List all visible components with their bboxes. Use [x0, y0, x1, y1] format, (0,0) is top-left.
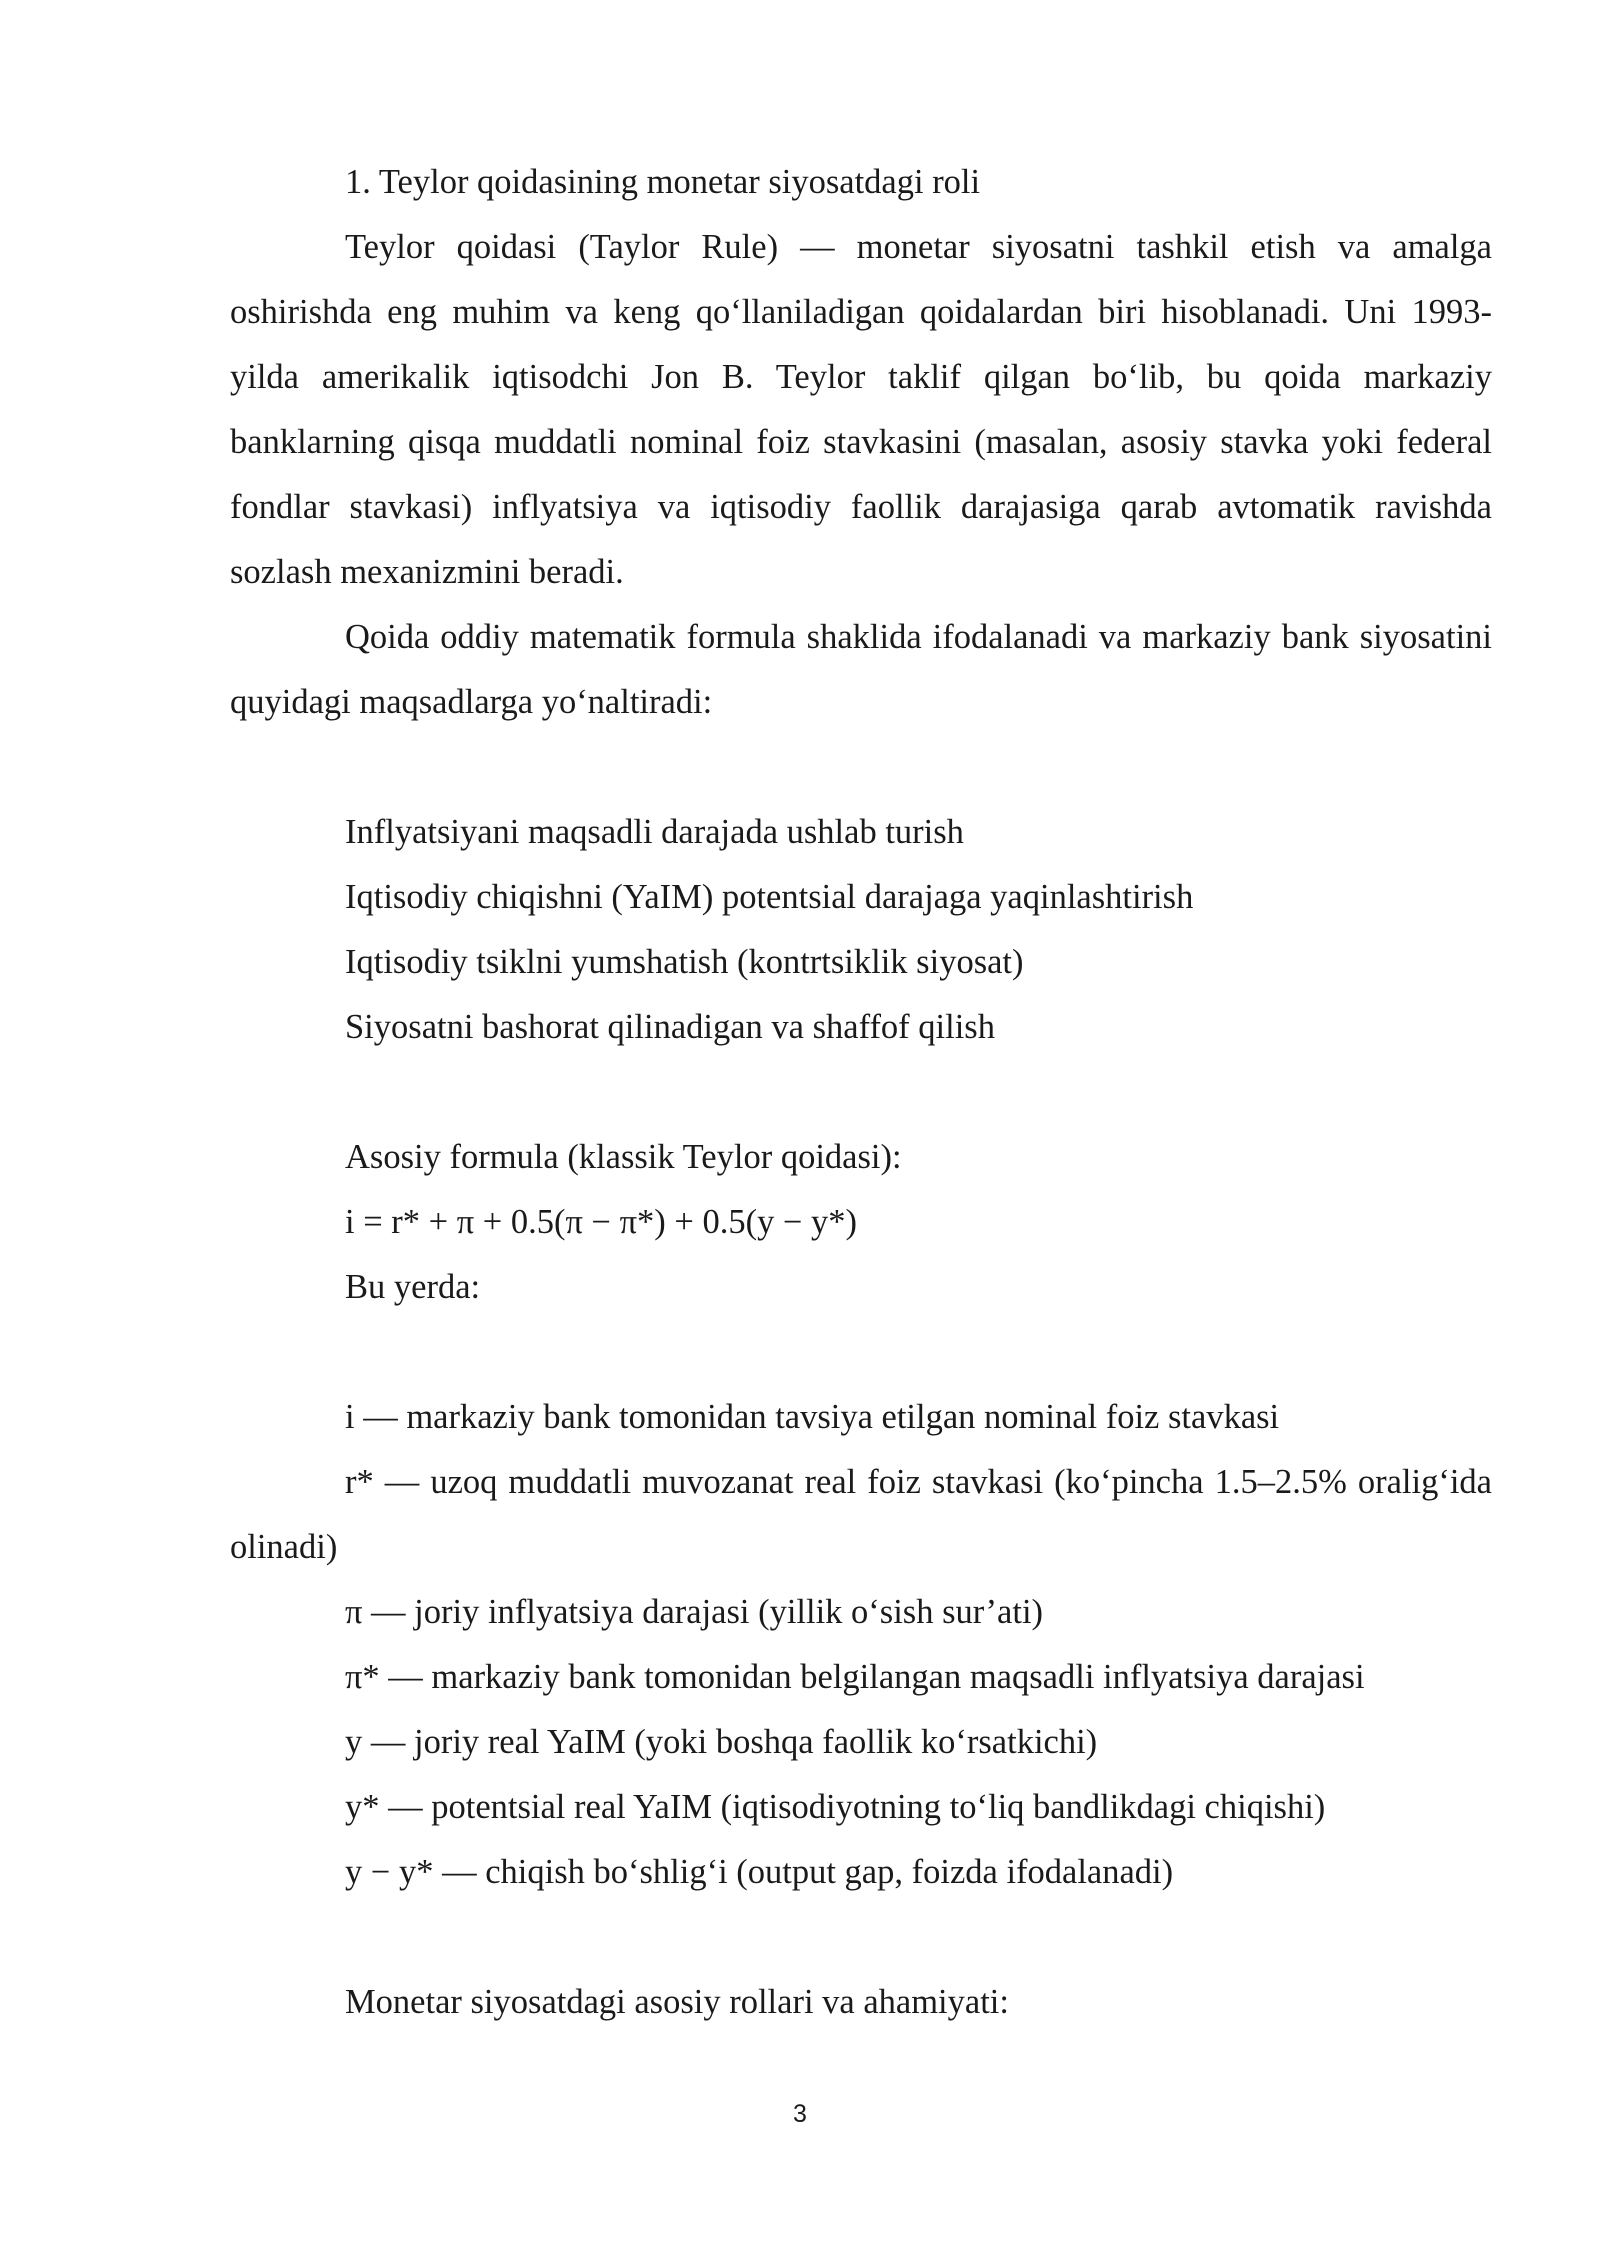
spacer — [230, 1060, 1492, 1125]
definition-item: π* — markaziy bank tomonidan belgilangan maqsadli inflyatsiya darajasi — [345, 1658, 1365, 1696]
definition-item: r* — uzoq muddatli muvozanat real foiz stavkasi (ko‘pincha 1.5–2.5% oralig‘ida olinadi) — [230, 1463, 1492, 1566]
goal-item: Siyosatni bashorat qilinadigan va shaffof qilish — [345, 1008, 995, 1046]
spacer — [230, 1320, 1492, 1385]
definition-item: y − y* — chiqish bo‘shlig‘i (output gap, foizda ifodalanadi) — [345, 1853, 1174, 1891]
goal-item: Iqtisodiy chiqishni (YaIM) potentsial darajaga yaqinlashtirish — [345, 878, 1194, 916]
goal-item: Inflyatsiyani maqsadli darajada ushlab turish — [345, 813, 964, 851]
closing-heading: Monetar siyosatdagi asosiy rollari va ahamiyati: — [345, 1983, 1009, 2021]
goal-item: Iqtisodiy tsiklni yumshatish (kontrtsiklik siyosat) — [345, 943, 1024, 981]
definition-item: y* — potentsial real YaIM (iqtisodiyotning to‘liq bandlikdagi chiqishi) — [345, 1788, 1326, 1826]
section-heading: 1. Teylor qoidasining monetar siyosatdagi roli — [345, 163, 981, 201]
definition-item: y — joriy real YaIM (yoki boshqa faollik ko‘rsatkichi) — [345, 1723, 1098, 1761]
definition-item: π — joriy inflyatsiya darajasi (yillik o‘sish sur’ati) — [345, 1593, 1044, 1631]
definition-item: i — markaziy bank tomonidan tavsiya etilgan nominal foiz stavkasi — [345, 1398, 1280, 1436]
document-page — [230, 150, 1492, 2035]
spacer — [230, 735, 1492, 800]
spacer — [230, 1905, 1492, 1970]
formula-title: Asosiy formula (klassik Teylor qoidasi): — [345, 1138, 902, 1176]
page-number: 3 — [793, 2100, 807, 2128]
where-label: Bu yerda: — [345, 1268, 481, 1306]
intro-paragraph: Teylor qoidasi (Taylor Rule) — monetar siyosatni tashkil etish va amalga oshirishda eng muhim va keng qo‘llaniladigan qoidalardan biri hisoblanadi. Uni 1993-yilda amerikalik iqtisodchi Jon B. Teylor taklif qilgan bo‘lib, bu qoida markaziy banklarning qisqa muddatli nominal foiz stavkasini (masalan, asosiy stavka yoki federal fondlar stavkasi) inflyatsiya va iqtisodiy faollik darajasiga qarab avtomatik ravishda sozlash mexanizmini beradi. — [230, 228, 1492, 591]
formula: i = r* + π + 0.5(π − π*) + 0.5(y − y*) — [345, 1203, 858, 1241]
formula-intro-paragraph: Qoida oddiy matematik formula shaklida ifodalanadi va markaziy bank siyosatini quyidagi maqsadlarga yo‘naltiradi: — [230, 618, 1492, 721]
